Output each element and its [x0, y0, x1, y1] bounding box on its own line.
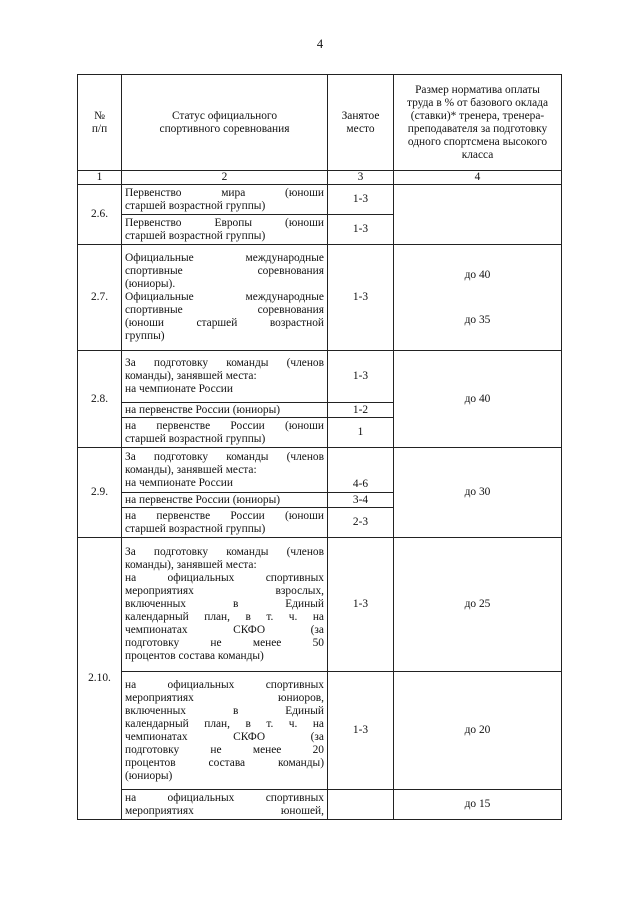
header-num: № п/п	[78, 75, 122, 171]
rates-table	[77, 74, 562, 820]
header-rate: Размер норматива оплаты труда в % от базового оклада (ставки)* тренера, тренера- преподавателя за подготовку одного спортсмена высокого класса	[394, 75, 562, 171]
status-cell: Первенство мира (юноши старшей возрастной группы)	[122, 185, 328, 215]
rate-cell: до 20	[394, 672, 562, 790]
rate-cell: до 40 до 35	[394, 245, 562, 351]
status-cell: За подготовку команды (членов команды), занявшей места: на чемпионате России	[122, 448, 328, 493]
rate-cell: до 25	[394, 538, 562, 672]
col-number-4: 4	[394, 171, 562, 185]
col-number-1: 1	[78, 171, 122, 185]
col-number-3: 3	[328, 171, 394, 185]
table-row	[78, 185, 562, 215]
rate-cell: до 40	[394, 351, 562, 448]
status-cell: на первенстве России (юниоры)	[122, 493, 328, 508]
table-header-row	[78, 75, 562, 171]
rate-cell: до 30	[394, 448, 562, 538]
place-cell: 1	[328, 418, 394, 448]
page-number: 4	[316, 37, 324, 51]
row-number: 2.8.	[78, 351, 122, 448]
status-cell: За подготовку команды (членов команды), занявшей места: на официальных спортивных мероприятиях взрослых, включенных в Единый календарный план, в т. ч. на чемпионатах СКФО (за подготовку не менее 50 процентов состава команды)	[122, 538, 328, 672]
table-row	[78, 448, 562, 493]
place-cell: 1-3	[328, 245, 394, 351]
table-row	[78, 351, 562, 403]
rate-cell: до 15	[394, 790, 562, 820]
row-number: 2.9.	[78, 448, 122, 538]
place-cell	[328, 790, 394, 820]
place-cell: 3-4	[328, 493, 394, 508]
place-cell: 1-3	[328, 672, 394, 790]
table-row	[78, 538, 562, 672]
col-number-2: 2	[122, 171, 328, 185]
row-number: 2.6.	[78, 185, 122, 245]
place-cell: 1-3	[328, 185, 394, 215]
header-status: Статус официального спортивного соревнования	[122, 75, 328, 171]
place-cell: 2-3	[328, 508, 394, 538]
row-number: 2.7.	[78, 245, 122, 351]
place-cell: 1-3	[328, 351, 394, 403]
table-row	[78, 672, 562, 790]
column-number-row	[78, 171, 562, 185]
status-cell: За подготовку команды (членов команды), занявшей места: на чемпионате России	[122, 351, 328, 403]
status-cell: Первенство Европы (юноши старшей возрастной группы)	[122, 215, 328, 245]
rate-cell	[394, 185, 562, 245]
row-number: 2.10.	[78, 538, 122, 820]
status-cell: на официальных спортивных мероприятиях юниоров, включенных в Единый календарный план, в т. ч. на чемпионатах СКФО (за подготовку не менее 20 процентов состава команды) (юниоры)	[122, 672, 328, 790]
status-cell: Официальные международные спортивные соревнования (юниоры). Официальные международные спортивные соревнования (юноши старшей возрастной группы)	[122, 245, 328, 351]
status-cell: на первенстве России (юноши старшей возрастной группы)	[122, 418, 328, 448]
header-place: Занятое место	[328, 75, 394, 171]
status-cell: на первенстве России (юниоры)	[122, 403, 328, 418]
place-cell: 4-6	[328, 448, 394, 493]
place-cell: 1-3	[328, 538, 394, 672]
place-cell: 1-3	[328, 215, 394, 245]
table-row	[78, 790, 562, 820]
table-row	[78, 245, 562, 351]
place-cell: 1-2	[328, 403, 394, 418]
status-cell: на официальных спортивных мероприятиях юношей,	[122, 790, 328, 820]
status-cell: на первенстве России (юноши старшей возрастной группы)	[122, 508, 328, 538]
